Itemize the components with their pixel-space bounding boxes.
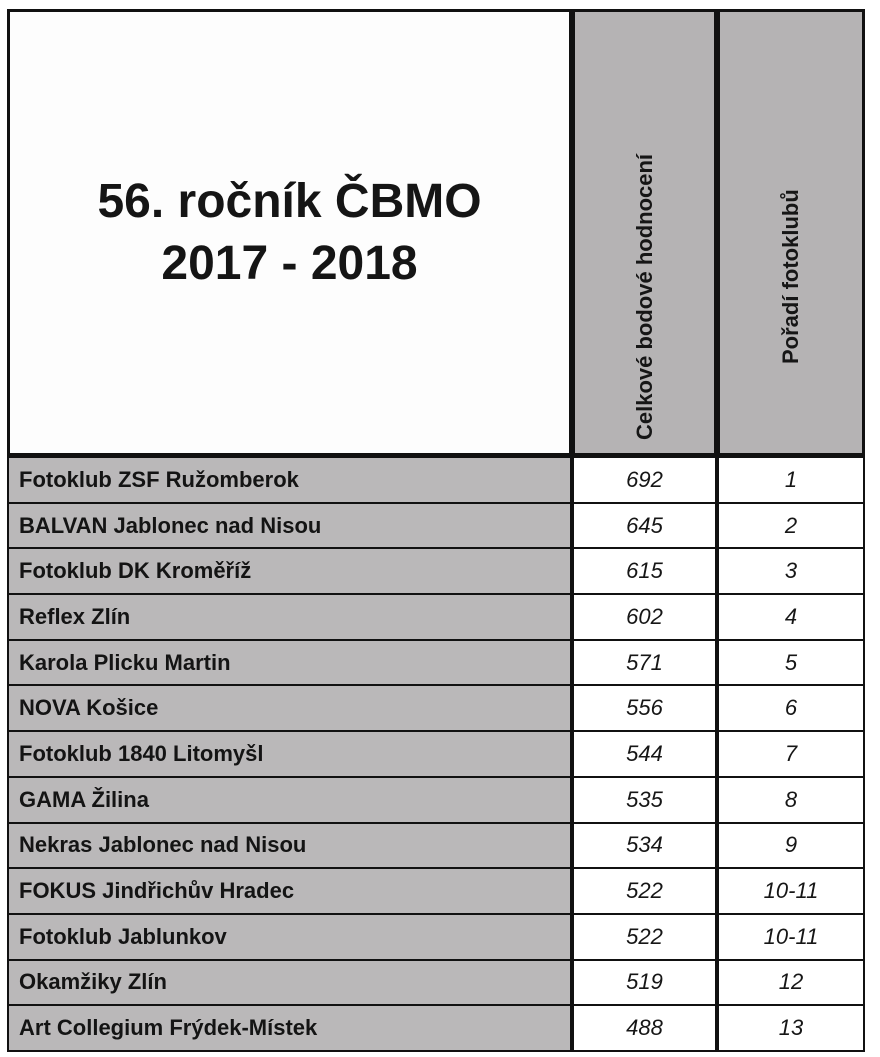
- score-column-header: [572, 9, 717, 456]
- score-cell: 534: [572, 822, 717, 870]
- rank-cell: 10-11: [717, 913, 865, 961]
- rank-cell: 1: [717, 456, 865, 504]
- score-cell: 692: [572, 456, 717, 504]
- table-row: [7, 593, 865, 641]
- rank-cell: 10-11: [717, 867, 865, 915]
- table-row: [7, 822, 865, 870]
- rank-cell: 13: [717, 1004, 865, 1052]
- score-cell: 535: [572, 776, 717, 824]
- club-name-cell: NOVA Košice: [7, 684, 572, 732]
- score-cell: 615: [572, 547, 717, 595]
- table-row: [7, 456, 865, 504]
- score-cell: 522: [572, 867, 717, 915]
- table-row: [7, 730, 865, 778]
- club-name-cell: Reflex Zlín: [7, 593, 572, 641]
- table-row: [7, 547, 865, 595]
- score-cell: 488: [572, 1004, 717, 1052]
- club-name-cell: Art Collegium Frýdek-Místek: [7, 1004, 572, 1052]
- table-row: [7, 502, 865, 550]
- club-name-cell: BALVAN Jablonec nad Nisou: [7, 502, 572, 550]
- score-cell: 544: [572, 730, 717, 778]
- club-name-cell: Fotoklub Jablunkov: [7, 913, 572, 961]
- score-header-label: Celkové bodové hodnocení: [631, 153, 657, 440]
- table-row: [7, 776, 865, 824]
- rank-cell: 7: [717, 730, 865, 778]
- score-cell: 602: [572, 593, 717, 641]
- rank-cell: 8: [717, 776, 865, 824]
- club-name-cell: Karola Plicku Martin: [7, 639, 572, 687]
- score-cell: 522: [572, 913, 717, 961]
- club-name-cell: Okamžiky Zlín: [7, 959, 572, 1007]
- score-cell: 519: [572, 959, 717, 1007]
- table-row: [7, 639, 865, 687]
- club-name-cell: Fotoklub 1840 Litomyšl: [7, 730, 572, 778]
- rank-header-label: Pořadí fotoklubů: [778, 189, 803, 364]
- club-name-cell: Fotoklub DK Kroměříž: [7, 547, 572, 595]
- table-title-cell: [7, 9, 572, 456]
- title-line-1: 56. ročník ČBMO: [97, 174, 482, 228]
- club-name-cell: FOKUS Jindřichův Hradec: [7, 867, 572, 915]
- title-line-2: 2017 - 2018: [161, 236, 418, 290]
- rank-cell: 12: [717, 959, 865, 1007]
- rank-cell: 4: [717, 593, 865, 641]
- table-row: [7, 684, 865, 732]
- rank-cell: 3: [717, 547, 865, 595]
- rank-cell: 9: [717, 822, 865, 870]
- score-cell: 645: [572, 502, 717, 550]
- rank-cell: 5: [717, 639, 865, 687]
- table-row: [7, 1004, 865, 1052]
- club-name-cell: Nekras Jablonec nad Nisou: [7, 822, 572, 870]
- table-row: [7, 867, 865, 915]
- rank-column-header: [717, 9, 865, 456]
- table-row: [7, 959, 865, 1007]
- club-name-cell: Fotoklub ZSF Ružomberok: [7, 456, 572, 504]
- score-cell: 556: [572, 684, 717, 732]
- table-row: [7, 913, 865, 961]
- rank-cell: 2: [717, 502, 865, 550]
- score-cell: 571: [572, 639, 717, 687]
- rank-cell: 6: [717, 684, 865, 732]
- club-name-cell: GAMA Žilina: [7, 776, 572, 824]
- results-table: [7, 9, 865, 1050]
